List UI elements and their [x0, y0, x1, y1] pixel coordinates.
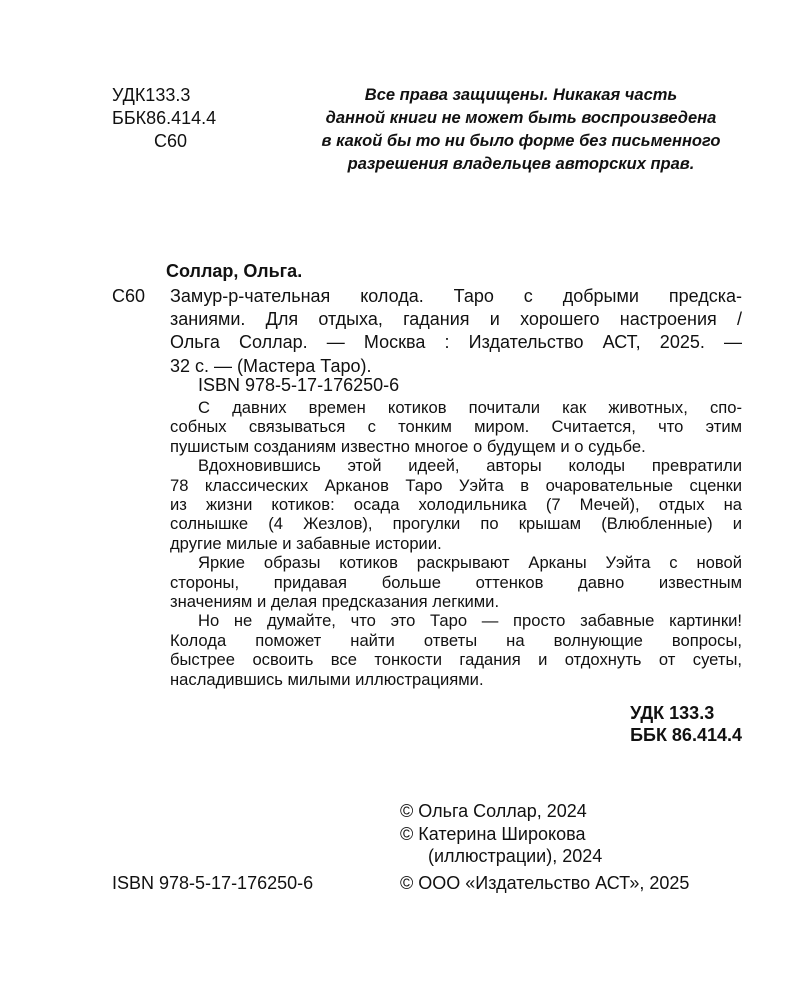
rights-line: Все права защищены. Никакая часть [364, 86, 678, 104]
bbk-code: ББК86.414.4 [112, 108, 217, 128]
cutter-mark: С60 [112, 286, 146, 306]
annotation-line: солнышке (4 Жезлов), прогулки по крышам (Влюбленные) и [170, 514, 742, 534]
bbk-footer: ББК 86.414.4 [630, 725, 742, 745]
annotation [170, 398, 742, 689]
annotation-line: Колода поможет найти ответы на волнующие вопросы, [170, 630, 742, 650]
rights-line: данной книги не может быть воспроизведена [325, 109, 717, 127]
rights-line: в какой бы то ни было форме без письменного [321, 132, 721, 150]
copyright-publisher: © ООО «Издательство АСТ», 2025 [400, 873, 690, 893]
annotation-line: С давних времен котиков почитали как животных, спо- [198, 398, 742, 417]
annotation-line: пушистым созданиям известно многое о будущем и о судьбе. [170, 436, 646, 456]
bibl-line: 32 с. — (Мастера Таро). [170, 355, 372, 376]
cutter-code: С60 [154, 131, 188, 151]
udk-footer: УДК 133.3 [630, 703, 715, 723]
copyright-illustrator-note: (иллюстрации), 2024 [428, 846, 603, 866]
isbn-entry: ISBN 978-5-17-176250-6 [198, 375, 400, 395]
copyright-illustrator: © Катерина Широкова [400, 823, 586, 844]
annotation-line: быстрее освоить все тонкости гадания и отдохнуть от суеты, [170, 650, 742, 670]
annotation-line: Вдохновившись этой идеей, авторы колоды превратили [198, 456, 742, 476]
rights-line: разрешения владельцев авторских прав. [347, 155, 695, 173]
classification-codes [112, 84, 216, 153]
annotation-line: 78 классических Арканов Таро Уэйта в очаровательные сценки [170, 475, 742, 495]
annotation-line: насладившись милыми иллюстрациями. [170, 669, 484, 689]
annotation-line: собных связываться с тонким миром. Считается, что этим [170, 417, 742, 437]
copyright-author: © Ольга Соллар, 2024 [400, 801, 587, 821]
bibl-line: Ольга Соллар. — Москва : Издательство АСТ, 2025. — [170, 332, 742, 353]
annotation-line: из жизни котиков: осада холодильника (7 Мечей), отдых на [170, 495, 742, 515]
bibl-line: заниями. Для отдыха, гадания и хорошего настроения / [170, 309, 742, 330]
annotation-line: Но не думайте, что это Таро — просто забавные картинки! [198, 611, 742, 631]
classification-footer [630, 702, 742, 746]
annotation-line: значениям и делая предсказания легкими. [170, 592, 500, 612]
udk-code: УДК133.3 [112, 85, 191, 105]
annotation-line: Яркие образы котиков раскрывают Арканы Уэйта с новой [198, 553, 742, 573]
footer-isbn: ISBN 978-5-17-176250-6 [112, 873, 314, 893]
bibliographic-description [170, 285, 742, 378]
rights-notice [296, 84, 746, 176]
author-heading: Соллар, Ольга. [166, 261, 303, 281]
annotation-line: стороны, придавая больше оттенков давно известным [170, 572, 742, 592]
bibl-line: Замур-р-чательная колода. Таро с добрыми предска- [170, 286, 742, 306]
copyright-block [400, 800, 602, 868]
annotation-line: другие милые и забавные истории. [170, 533, 442, 553]
